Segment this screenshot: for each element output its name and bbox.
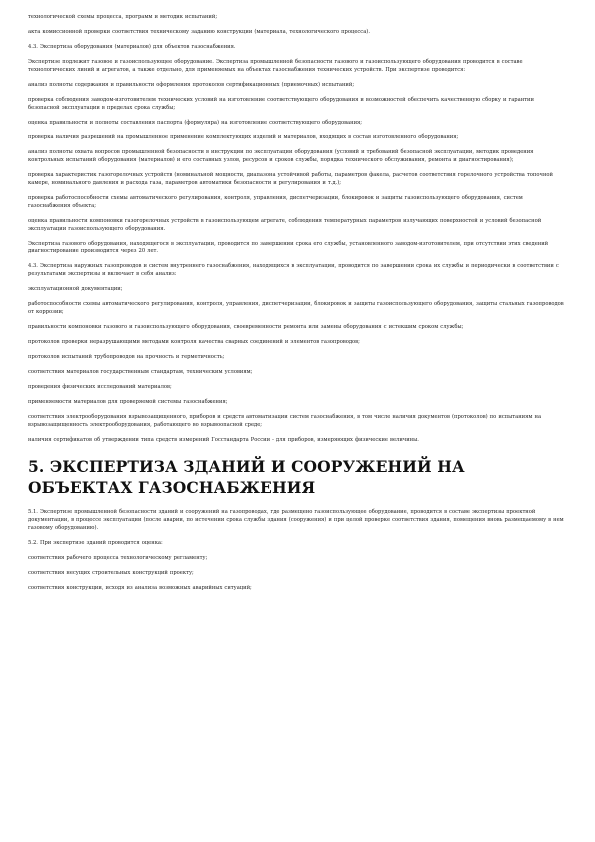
list-item: проверка характеристик газогорелочных устройств (номинальной мощности, диапазона устойчивой работы, параметров факела, расчетов соответствия горелочного устройства топочной камере, номинального давления и расхода газа, параметров автоматики безопасности и регулирования и т.д.); bbox=[28, 172, 553, 187]
list-item: соответствия материалов государственным стандартам, техническим условиям; bbox=[28, 368, 253, 375]
list-item: анализ полноты содержания и правильности оформления протоколов сертификационных (приемочных) испытаний; bbox=[28, 81, 355, 88]
list-item: применяемости материалов для проверяемой системы газоснабжения; bbox=[28, 398, 228, 405]
paragraph: технологической схемы процесса, программ и методик испытаний; bbox=[28, 14, 218, 20]
paragraph: 5.1. Экспертизе промышленной безопасности зданий и сооружений на газопроводах, где размещено газоиспользующее оборудование, проводится в составе экспертизы проектной документации, в процессе эксплуатации (после аварии, по истечении срока службы здания (сооружения) и при целой проверке соответствия здания, помещения вновь размещаемому в нем газовому оборудованию). bbox=[28, 509, 564, 531]
paragraph: 4.3. Экспертиза наружных газопроводов и систем внутреннего газоснабжения, находящихся в эксплуатации, проводится по завершении срока их службы и периодически в соответствии с результатами экспертизы и включает в себя анализ: bbox=[28, 263, 559, 278]
list-item: работоспособности схемы автоматического регулирования, контроля, управления, диспетчеризации, блокировок и защиты газоиспользующего оборудования, защиты стальных газопроводов от коррозии; bbox=[28, 301, 564, 315]
list-item: проведения физических исследований материалов; bbox=[28, 383, 172, 390]
list-item: проверка наличия разрешений на промышленное применение комплектующих изделий и материалов, входящих в состав изготовленного оборудования; bbox=[28, 134, 459, 141]
section-heading: 5. ЭКСПЕРТИЗА ЗДАНИЙ И СООРУЖЕНИЙ НА ОБЪЕКТАХ ГАЗОСНАБЖЕНИЯ bbox=[28, 457, 465, 498]
list-item: оценка правильности компоновки газогорелочных устройств в газоиспользующем агрегате, соблюдения температурных параметров излучающих поверхностей и условий безопасной эксплуатации газоиспользующего оборудования. bbox=[28, 217, 542, 232]
list-item: протоколов проверки неразрушающими методами контроля качества сварных соединений и элементов газопроводов; bbox=[28, 338, 360, 345]
paragraph: акта комиссионной проверки соответствия техническому заданию конструкции (материала, технологического процесса). bbox=[28, 28, 370, 35]
paragraph: Экспертиза газового оборудования, находящегося в эксплуатации, проводится по завершении срока его службы, установленного заводом-изготовителем, при отсутствии этих сведений диагностирование производится через 20 лет. bbox=[28, 240, 549, 255]
list-item: анализ полноты охвата вопросов промышленной безопасности в инструкции по эксплуатации оборудования (условий и требований безопасной эксплуатации, методик проведения контрольных испытаний оборудования (материалов) и его составных узлов, ресурсов и сроков службы, порядка технического обслуживания, ремонта и диагностирования); bbox=[28, 149, 534, 164]
list-item: протоколов испытаний трубопроводов на прочность и герметичность; bbox=[28, 353, 225, 360]
list-item: наличия сертификатов об утверждении типа средств измерений Госстандарта России - для приборов, измеряющих физические величины. bbox=[28, 436, 419, 443]
list-item: проверка работоспособности схемы автоматического регулирования, контроля, управления, диспетчеризации, блокировок и защиты газоиспользующего оборудования, систем газоснабжения объекта; bbox=[28, 195, 523, 209]
list-item: соответствия несущих строительных конструкций проекту; bbox=[28, 569, 194, 576]
list-item: соответствия рабочего процесса технологическому регламенту; bbox=[28, 554, 208, 561]
list-item: эксплуатационной документации; bbox=[28, 286, 123, 293]
list-item: соответствия конструкции, исходя из анализа возможных аварийных ситуаций; bbox=[28, 584, 252, 591]
list-item: проверка соблюдения заводом-изготовителем технических условий на изготовление соответствующего оборудования и возможностей обеспечить качественную сборку и гарантии безопасной эксплуатации в пределах срока службы; bbox=[28, 96, 534, 111]
paragraph: 5.2. При экспертизе зданий проводится оценка: bbox=[28, 539, 163, 546]
paragraph: Экспертизе подлежит газовое и газоиспользующее оборудование. Экспертиза промышленной безопасности газового и газоиспользующего оборудования проводится в составе технологических линий и агрегатов, а также отдельно, для применяемых на объектах газоснабжения технических устройств. При экспертизе проводится: bbox=[28, 58, 523, 73]
list-item: правильности компоновки газового и газоиспользующего оборудования, своевременности ремонта или замены оборудования с истекшим сроком службы; bbox=[28, 323, 464, 330]
section-5-body bbox=[28, 509, 567, 592]
section-4-body bbox=[28, 14, 567, 444]
list-item: соответствия электрооборудования взрывозащищенного, приборов и средств автоматизации систем газоснабжения, в том числе наличия документов (протоколов) по испытаниям на взрывозащищенность электрооборудования, работающего во взрывоопасной среде; bbox=[28, 413, 542, 428]
subsection-title: 4.3. Экспертиза оборудования (материалов) для объектов газоснабжения. bbox=[28, 43, 236, 50]
list-item: оценка правильности и полноты составления паспорта (формуляра) на изготовление соответствующего оборудования; bbox=[28, 119, 363, 126]
